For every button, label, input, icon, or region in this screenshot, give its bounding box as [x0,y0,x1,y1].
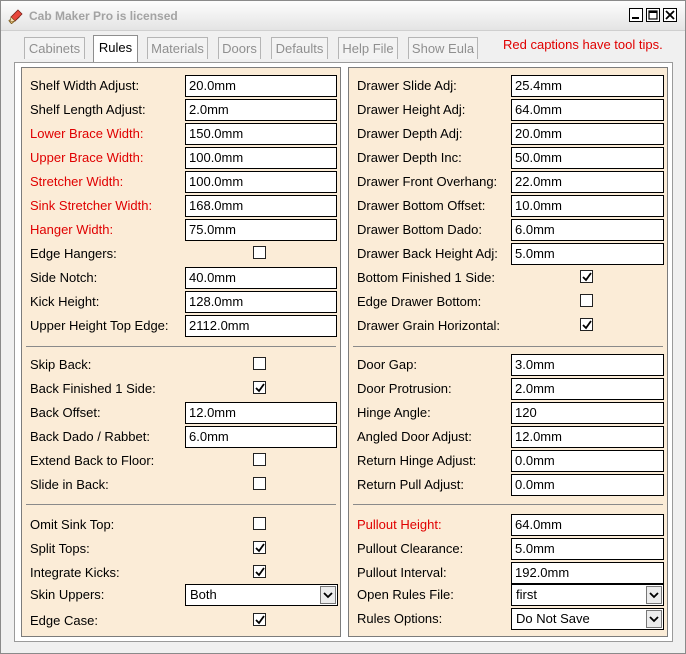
open-rules-file-select[interactable] [511,584,664,606]
skin-uppers-select[interactable] [185,584,338,606]
field-label: Upper Height Top Edge: [30,318,169,333]
field-label: Rules Options: [357,611,443,626]
drawer-grain-horizontal-row [349,315,669,337]
drawer-height-adj-row [349,99,669,121]
maximize-button[interactable] [646,8,660,22]
door-gap-input[interactable]: 3.0mm [511,354,664,376]
pullout-interval-row [349,562,669,584]
select-value: Both [190,587,217,602]
field-label: Drawer Front Overhang: [357,174,498,189]
left-rules-panel [21,67,341,637]
drawer-front-overhang-row [349,171,669,193]
drawer-bottom-offset-row [349,195,669,217]
rules-tab-content [14,62,673,642]
drawer-depth-adj-input[interactable]: 20.0mm [511,123,664,145]
field-label: Drawer Bottom Dado: [357,222,482,237]
lower-brace-width-input[interactable]: 150.0mm [185,123,337,145]
pullout-height-input[interactable]: 64.0mm [511,514,664,536]
hanger-width-row [22,219,342,241]
pencil-ruler-icon [8,8,24,24]
field-label: Drawer Bottom Offset: [357,198,486,213]
field-label: Angled Door Adjust: [357,429,472,444]
chevron-down-icon[interactable] [646,586,662,604]
upper-brace-width-row [22,147,342,169]
divider [353,346,663,347]
hinge-angle-row [349,402,669,424]
field-label: Skin Uppers: [30,587,105,602]
kick-height-input[interactable]: 128.0mm [185,291,337,313]
return-hinge-adjust-input[interactable]: 0.0mm [511,450,664,472]
hinge-angle-input[interactable]: 120 [511,402,664,424]
edge-hangers-row [22,243,342,265]
sink-stretcher-width-row [22,195,342,217]
drawer-grain-horizontal-checkbox[interactable] [580,318,593,331]
tab-defaults[interactable]: Defaults [271,37,328,59]
drawer-bottom-dado-input[interactable]: 6.0mm [511,219,664,241]
pullout-clearance-input[interactable]: 5.0mm [511,538,664,560]
back-dado-rabbet-row [22,426,342,448]
field-label: Back Finished 1 Side: [30,381,156,396]
field-label: Split Tops: [30,541,90,556]
tooltip-note: Red captions have tool tips. [503,37,663,52]
field-label: Edge Hangers: [30,246,117,261]
kick-height-row [22,291,342,313]
back-finished-1-side-checkbox[interactable] [253,381,266,394]
angled-door-adjust-row [349,426,669,448]
rules-options-select[interactable] [511,608,664,630]
tab-doors[interactable]: Doors [218,37,261,59]
angled-door-adjust-input[interactable]: 12.0mm [511,426,664,448]
omit-sink-top-row [22,514,342,536]
field-label: Back Dado / Rabbet: [30,429,150,444]
chevron-down-icon[interactable] [646,610,662,628]
select-value: Do Not Save [516,611,590,626]
field-label: Open Rules File: [357,587,454,602]
field-label: Side Notch: [30,270,98,285]
drawer-depth-inc-input[interactable]: 50.0mm [511,147,664,169]
return-pull-adjust-input[interactable]: 0.0mm [511,474,664,496]
right-rules-panel [348,67,668,637]
open-rules-file-row [349,584,669,606]
shelf-width-adjust-row [22,75,342,97]
field-label: Omit Sink Top: [30,517,115,532]
drawer-height-adj-input[interactable]: 64.0mm [511,99,664,121]
upper-brace-width-input[interactable]: 100.0mm [185,147,337,169]
sink-stretcher-width-input[interactable]: 168.0mm [185,195,337,217]
field-label: Door Protrusion: [357,381,452,396]
tab-materials[interactable]: Materials [147,37,208,59]
edge-case-checkbox[interactable] [253,613,266,626]
edge-drawer-bottom-checkbox[interactable] [580,294,593,307]
slide-in-back-checkbox[interactable] [253,477,266,490]
upper-height-top-edge-input[interactable]: 2112.0mm [185,315,337,337]
field-label: Hinge Angle: [357,405,431,420]
field-label: Drawer Slide Adj: [357,78,457,93]
integrate-kicks-checkbox[interactable] [253,565,266,578]
back-finished-1-side-row [22,378,342,400]
field-label: Stretcher Width: [30,174,124,189]
drawer-slide-adj-row [349,75,669,97]
field-label: Sink Stretcher Width: [30,198,153,213]
pullout-interval-input[interactable]: 192.0mm [511,562,664,584]
door-gap-row [349,354,669,376]
pullout-height-row [349,514,669,536]
edge-case-row [22,610,342,632]
side-notch-row [22,267,342,289]
drawer-bottom-offset-input[interactable]: 10.0mm [511,195,664,217]
drawer-back-height-adj-row [349,243,669,265]
field-label: Pullout Clearance: [357,541,464,556]
field-label: Skip Back: [30,357,92,372]
door-protrusion-row [349,378,669,400]
drawer-slide-adj-input[interactable]: 25.4mm [511,75,664,97]
split-tops-checkbox[interactable] [253,541,266,554]
field-label: Drawer Depth Inc: [357,150,462,165]
title-bar[interactable] [1,1,685,31]
shelf-length-adjust-row [22,99,342,121]
pullout-clearance-row [349,538,669,560]
minimize-button[interactable] [629,8,643,22]
field-label: Door Gap: [357,357,417,372]
shelf-width-adjust-input[interactable]: 20.0mm [185,75,337,97]
field-label: Slide in Back: [30,477,109,492]
field-label: Edge Drawer Bottom: [357,294,482,309]
field-label: Drawer Height Adj: [357,102,466,117]
stretcher-width-input[interactable]: 100.0mm [185,171,337,193]
skip-back-row [22,354,342,376]
door-protrusion-input[interactable]: 2.0mm [511,378,664,400]
extend-back-to-floor-checkbox[interactable] [253,453,266,466]
bottom-finished-1-side-row [349,267,669,289]
back-offset-input[interactable]: 12.0mm [185,402,337,424]
field-label: Extend Back to Floor: [30,453,155,468]
select-value: first [516,587,537,602]
drawer-bottom-dado-row [349,219,669,241]
back-offset-row [22,402,342,424]
divider [353,504,663,505]
drawer-depth-inc-row [349,147,669,169]
tab-rules[interactable]: Rules [93,35,138,62]
divider [26,504,336,505]
side-notch-input[interactable]: 40.0mm [185,267,337,289]
tab-bar [1,31,685,63]
rules-options-row [349,608,669,630]
field-label: Return Pull Adjust: [357,477,464,492]
skip-back-checkbox[interactable] [253,357,266,370]
field-label: Shelf Width Adjust: [30,78,140,93]
tab-help-file[interactable]: Help File [338,37,398,59]
return-pull-adjust-row [349,474,669,496]
field-label: Bottom Finished 1 Side: [357,270,496,285]
drawer-front-overhang-input[interactable]: 22.0mm [511,171,664,193]
field-label: Pullout Interval: [357,565,447,580]
stretcher-width-row [22,171,342,193]
field-label: Upper Brace Width: [30,150,144,165]
drawer-depth-adj-row [349,123,669,145]
split-tops-row [22,538,342,560]
omit-sink-top-checkbox[interactable] [253,517,266,530]
field-label: Shelf Length Adjust: [30,102,146,117]
divider [26,346,336,347]
edge-drawer-bottom-row [349,291,669,313]
field-label: Kick Height: [30,294,100,309]
field-label: Return Hinge Adjust: [357,453,477,468]
extend-back-to-floor-row [22,450,342,472]
field-label: Back Offset: [30,405,101,420]
field-label: Integrate Kicks: [30,565,120,580]
window-title: Cab Maker Pro is licensed [29,9,178,23]
return-hinge-adjust-row [349,450,669,472]
chevron-down-icon[interactable] [320,586,336,604]
tab-cabinets[interactable]: Cabinets [24,37,85,59]
close-button[interactable] [663,8,677,22]
upper-height-top-edge-row [22,315,342,337]
hanger-width-input[interactable]: 75.0mm [185,219,337,241]
field-label: Hanger Width: [30,222,114,237]
field-label: Drawer Grain Horizontal: [357,318,501,333]
skin-uppers-row [22,584,342,606]
integrate-kicks-row [22,562,342,584]
lower-brace-width-row [22,123,342,145]
edge-hangers-checkbox[interactable] [253,246,266,259]
field-label: Edge Case: [30,613,98,628]
tab-show-eula[interactable]: Show Eula [408,37,478,59]
field-label: Drawer Back Height Adj: [357,246,498,261]
bottom-finished-1-side-checkbox[interactable] [580,270,593,283]
slide-in-back-row [22,474,342,496]
drawer-back-height-adj-input[interactable]: 5.0mm [511,243,664,265]
shelf-length-adjust-input[interactable]: 2.0mm [185,99,337,121]
back-dado-rabbet-input[interactable]: 6.0mm [185,426,337,448]
field-label: Lower Brace Width: [30,126,144,141]
field-label: Drawer Depth Adj: [357,126,463,141]
field-label: Pullout Height: [357,517,442,532]
